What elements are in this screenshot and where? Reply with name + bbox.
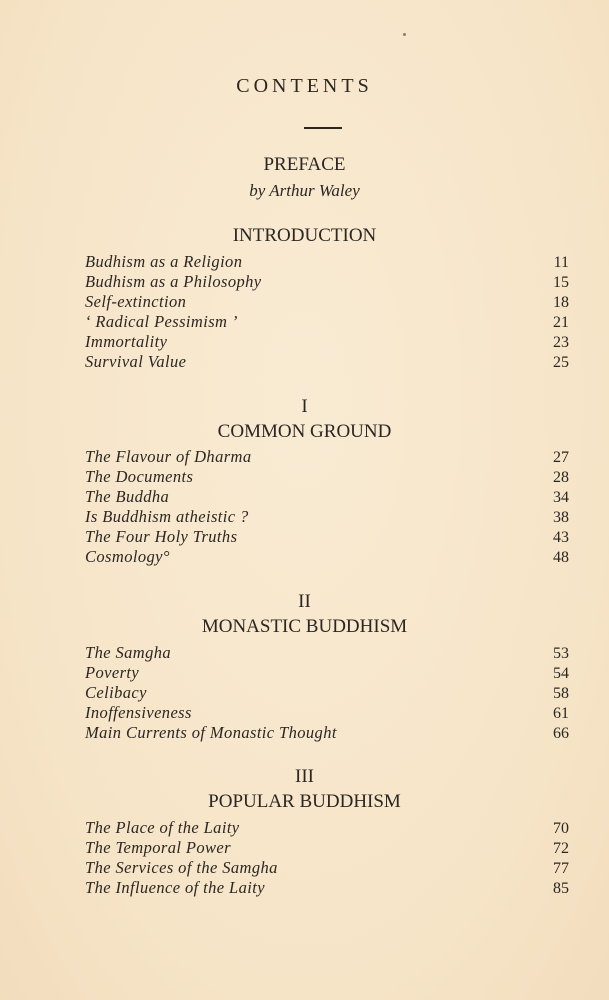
toc-entry[interactable] xyxy=(85,332,569,352)
entry-page-number: 18 xyxy=(553,294,569,311)
entry-page-number: 28 xyxy=(553,469,569,486)
chapter-3-entries xyxy=(85,818,569,898)
toc-entry[interactable] xyxy=(85,447,569,467)
entry-title: The Four Holy Truths xyxy=(85,527,238,546)
entry-title: The Flavour of Dharma xyxy=(85,447,252,466)
entry-title: Cosmology° xyxy=(85,547,170,566)
entry-title: Self-extinction xyxy=(85,292,187,311)
toc-entry[interactable] xyxy=(85,507,569,527)
toc-entry[interactable] xyxy=(85,487,569,507)
entry-page-number: 70 xyxy=(553,820,569,837)
entry-page-number: 58 xyxy=(553,685,569,702)
entry-title: The Temporal Power xyxy=(85,838,231,857)
chapter-2-heading: MONASTIC BUDDHISM xyxy=(201,616,408,637)
toc-entry[interactable] xyxy=(85,643,569,663)
chapter-1-entries xyxy=(85,447,569,567)
entry-title: The Documents xyxy=(85,467,194,486)
entry-title: The Buddha xyxy=(85,487,170,506)
entry-title: ‘ Radical Pessimism ’ xyxy=(85,312,238,331)
entry-page-number: 48 xyxy=(553,549,569,566)
entry-page-number: 38 xyxy=(553,509,569,526)
paper-speck xyxy=(403,33,406,36)
entry-title: The Influence of the Laity xyxy=(85,878,265,897)
toc-entry[interactable] xyxy=(85,878,569,898)
entry-page-number: 61 xyxy=(553,705,569,722)
entry-page-number: 23 xyxy=(553,334,569,351)
toc-entry[interactable] xyxy=(85,818,569,838)
entry-title: The Samgha xyxy=(85,643,172,662)
chapter-2-entries xyxy=(85,643,569,743)
toc-entry[interactable] xyxy=(85,723,569,743)
entry-title: Survival Value xyxy=(85,352,187,371)
entry-title: Poverty xyxy=(85,663,140,682)
entry-page-number: 21 xyxy=(553,314,569,331)
entry-page-number: 34 xyxy=(553,489,569,506)
toc-entry[interactable] xyxy=(85,663,569,683)
entry-page-number: 77 xyxy=(553,860,569,877)
toc-entry[interactable] xyxy=(85,838,569,858)
entry-page-number: 11 xyxy=(553,254,569,271)
entry-title: Inoffensiveness xyxy=(85,703,192,722)
chapter-3-heading: POPULAR BUDDHISM xyxy=(208,791,401,812)
toc-entry[interactable] xyxy=(85,252,569,272)
entry-page-number: 53 xyxy=(553,645,569,662)
toc-entry[interactable] xyxy=(85,467,569,487)
entry-page-number: 72 xyxy=(553,840,569,857)
toc-entry[interactable] xyxy=(85,292,569,312)
introduction-entries xyxy=(85,252,569,372)
entry-page-number: 66 xyxy=(553,725,569,742)
contents-title: CONTENTS xyxy=(236,75,373,97)
entry-title: Celibacy xyxy=(85,683,147,702)
chapter-1-heading: COMMON GROUND xyxy=(217,421,392,442)
entry-title: Budhism as a Religion xyxy=(85,252,243,271)
toc-entry[interactable] xyxy=(85,858,569,878)
toc-entry[interactable] xyxy=(85,547,569,567)
entry-title: The Place of the Laity xyxy=(85,818,240,837)
toc-entry[interactable] xyxy=(85,527,569,547)
preface-byline: by Arthur Waley xyxy=(249,181,360,200)
chapter-2-numeral: II xyxy=(298,591,311,612)
toc-entry[interactable] xyxy=(85,312,569,332)
entry-title: Budhism as a Philosophy xyxy=(85,272,262,291)
toc-entry[interactable] xyxy=(85,703,569,723)
entry-title: Main Currents of Monastic Thought xyxy=(85,723,337,742)
entry-page-number: 54 xyxy=(553,665,569,682)
entry-title: Immortality xyxy=(85,332,168,351)
entry-title: Is Buddhism atheistic ? xyxy=(85,507,249,526)
entry-page-number: 85 xyxy=(553,880,569,897)
entry-page-number: 25 xyxy=(553,354,569,371)
toc-entry[interactable] xyxy=(85,352,569,372)
entry-page-number: 15 xyxy=(553,274,569,291)
toc-entry[interactable] xyxy=(85,272,569,292)
entry-page-number: 43 xyxy=(553,529,569,546)
chapter-3-numeral: III xyxy=(295,766,314,787)
entry-title: The Services of the Samgha xyxy=(85,858,278,877)
introduction-heading: INTRODUCTION xyxy=(232,225,377,246)
entry-page-number: 27 xyxy=(553,449,569,466)
chapter-1-numeral: I xyxy=(301,396,308,417)
toc-entry[interactable] xyxy=(85,683,569,703)
preface-heading: PREFACE xyxy=(263,154,346,175)
title-rule-divider xyxy=(304,127,342,129)
